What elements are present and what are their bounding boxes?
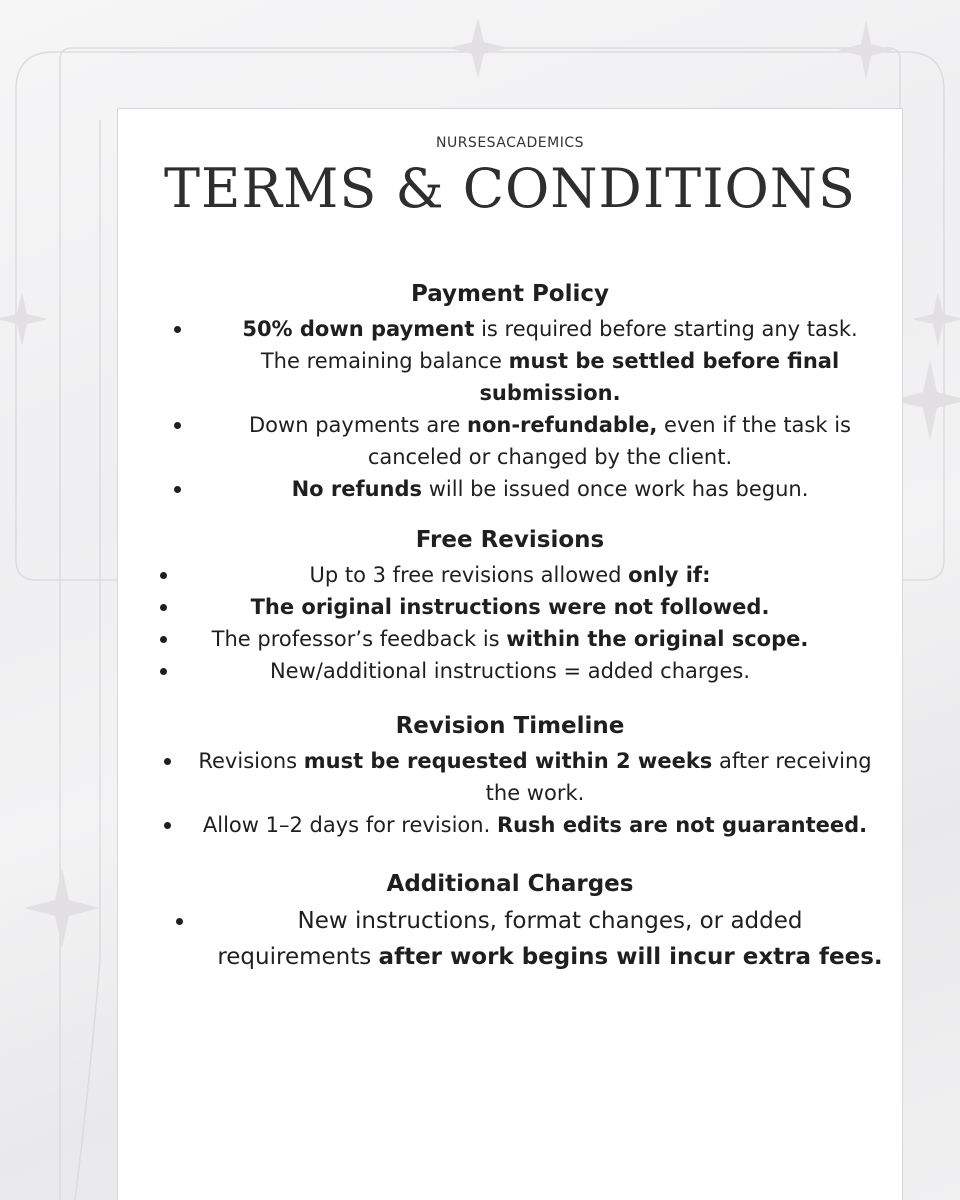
list-item	[118, 313, 902, 409]
item-text: requirements	[217, 944, 379, 970]
bullet-dot-icon	[160, 604, 167, 611]
item-text: Down payments are	[249, 413, 467, 437]
bullet-dot-icon	[176, 918, 183, 925]
bullet-dot-icon	[164, 758, 171, 765]
list-item	[118, 623, 902, 655]
section-revision-timeline	[118, 711, 902, 841]
section-additional-charges	[118, 869, 902, 975]
list-item	[118, 903, 902, 975]
list-item	[118, 655, 902, 687]
bullet-dot-icon	[160, 668, 167, 675]
list-item	[118, 745, 902, 809]
page-title: TERMS & CONDITIONS	[163, 157, 857, 220]
bullet-dot-icon	[174, 326, 181, 333]
bullet-dot-icon	[174, 486, 181, 493]
bullet-dot-icon	[174, 422, 181, 429]
item-text: Allow 1–2 days for revision.	[202, 813, 497, 837]
emphasis-text: after work begins will incur extra fees.	[378, 944, 883, 970]
list-item	[118, 591, 902, 623]
bullet-dot-icon	[160, 572, 167, 579]
emphasis-text: 50% down payment	[242, 317, 475, 341]
item-text: is required before starting any task.	[474, 317, 858, 341]
emphasis-text: within the original scope.	[506, 627, 809, 651]
sparkle-icon	[838, 20, 894, 80]
section-heading: Free Revisions	[415, 527, 605, 553]
emphasis-text: non-refundable,	[467, 413, 658, 437]
item-text: even if the task is	[657, 413, 851, 437]
bullet-dot-icon	[164, 822, 171, 829]
item-text: New/additional instructions = added charges.	[269, 659, 751, 683]
item-text: The professor’s feedback is	[211, 627, 507, 651]
item-text: after receiving	[712, 749, 872, 773]
section-heading: Payment Policy	[410, 281, 610, 307]
section-heading: Additional Charges	[386, 871, 634, 897]
sparkle-icon	[24, 868, 100, 948]
list-item	[118, 473, 902, 505]
item-text: Up to 3 free revisions allowed	[309, 563, 629, 587]
item-text: Revisions	[198, 749, 304, 773]
list-item	[118, 559, 902, 591]
emphasis-text: must be settled before final	[508, 349, 840, 373]
list-item	[118, 409, 902, 473]
sparkle-icon	[0, 292, 48, 346]
brand-name: NURSESACADEMICS	[435, 135, 584, 151]
emphasis-text: No refunds	[291, 477, 423, 501]
section-heading: Revision Timeline	[395, 713, 625, 739]
sparkle-icon	[448, 18, 508, 78]
bullet-dot-icon	[160, 636, 167, 643]
emphasis-text: must be requested within 2 weeks	[303, 749, 713, 773]
emphasis-text: only if:	[628, 563, 711, 587]
section-payment-policy	[118, 279, 902, 505]
item-text: New instructions, format changes, or added	[297, 908, 803, 934]
emphasis-text: submission.	[479, 381, 621, 405]
emphasis-text: The original instructions were not followed.	[250, 595, 770, 619]
section-free-revisions	[118, 525, 902, 687]
item-text: The remaining balance	[260, 349, 509, 373]
item-text: the work.	[485, 781, 585, 805]
list-item	[118, 809, 902, 841]
item-text: canceled or changed by the client.	[367, 445, 733, 469]
terms-card	[117, 108, 903, 1200]
sparkle-icon	[912, 292, 960, 346]
item-text: will be issued once work has begun.	[422, 477, 809, 501]
emphasis-text: Rush edits are not guaranteed.	[496, 813, 868, 837]
